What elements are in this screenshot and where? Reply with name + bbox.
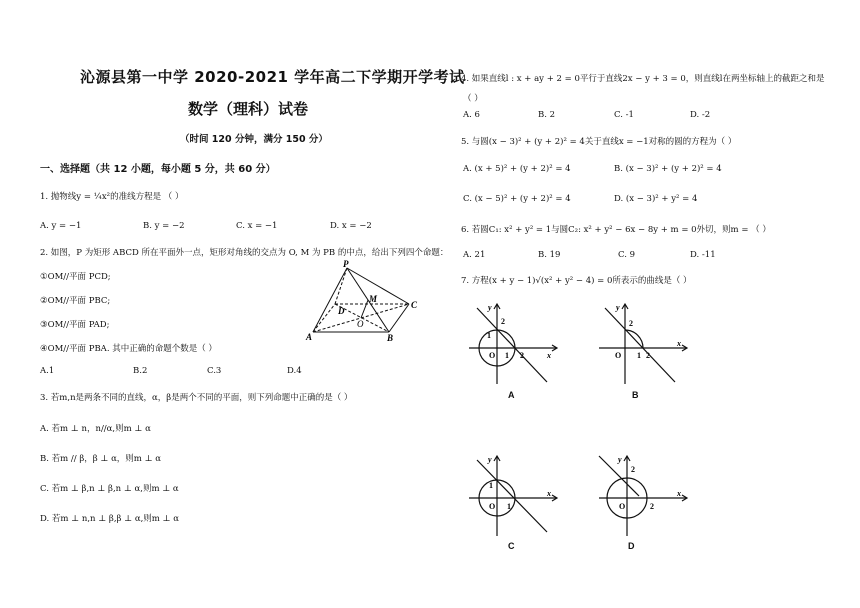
q1-option-c: C. x = −1 [236, 221, 278, 231]
pyramid-figure [305, 258, 425, 342]
q5-option-b: B. (x − 3)² + (y + 2)² = 4 [614, 164, 722, 174]
q1-option-a: A. y = −1 [40, 221, 82, 231]
question-4-stem: 4. 如果直线l : x + ay + 2 = 0平行于直线2x − y + 3 = 0，则直线l在两坐标轴上的截距之和是 [461, 74, 825, 84]
label-o: O [357, 319, 364, 329]
label-p: P [343, 259, 349, 269]
svg-text:x: x [547, 351, 551, 360]
graph-c-label: C [508, 541, 515, 551]
question-4-paren: （ ） [463, 94, 483, 104]
q3-option-a: A. 若m ⊥ n，n//α,则m ⊥ α [40, 424, 151, 434]
q2-option-c: C.3 [207, 366, 222, 376]
svg-text:1: 1 [637, 351, 641, 360]
question-6-stem: 6. 若圆C₁: x² + y² = 1与圆C₂: x² + y² − 6x − 8y + m = 0外切，则m = （ ） [461, 225, 771, 235]
label-d: D [338, 306, 345, 316]
q2-option-d: D.4 [287, 366, 302, 376]
q1-option-d: D. x = −2 [330, 221, 372, 231]
q2-option-b: B.2 [133, 366, 148, 376]
graph-b-label: B [632, 390, 639, 400]
q5-option-a: A. (x + 5)² + (y + 2)² = 4 [463, 164, 571, 174]
question-7-stem: 7. 方程(x + y − 1)√(x² + y² − 4) = 0所表示的曲线是（ ） [461, 276, 692, 286]
svg-text:2: 2 [646, 351, 650, 360]
graph-d-label: D [628, 541, 635, 551]
svg-text:x: x [677, 339, 681, 348]
q6-option-c: C. 9 [618, 250, 636, 260]
svg-text:1: 1 [507, 502, 511, 511]
q3-option-c: C. 若m ⊥ β,n ⊥ β,n ⊥ α,则m ⊥ α [40, 484, 179, 494]
q3-option-b: B. 若m // β，β ⊥ α，则m ⊥ α [40, 454, 162, 464]
exam-meta: （时间 120 分钟，满分 150 分） [180, 134, 328, 145]
graph-d [593, 452, 693, 538]
svg-text:O: O [489, 351, 496, 360]
q5-option-c: C. (x − 5)² + (y + 2)² = 4 [463, 194, 571, 204]
graph-a [463, 300, 563, 386]
svg-text:O: O [619, 502, 626, 511]
svg-text:y: y [618, 455, 622, 464]
page-subtitle: 数学（理科）试卷 [188, 100, 309, 118]
page-title: 沁源县第一中学 2020-2021 学年高二下学期开学考试 [80, 68, 465, 86]
svg-text:y: y [616, 303, 620, 312]
q6-option-b: B. 19 [538, 250, 561, 260]
svg-text:1: 1 [487, 331, 491, 340]
svg-text:x: x [547, 489, 551, 498]
section-heading: 一、选择题（共 12 小题，每小题 5 分，共 60 分） [40, 164, 276, 175]
svg-text:2: 2 [501, 317, 505, 326]
svg-text:1: 1 [505, 351, 509, 360]
q4-option-c: C. -1 [614, 110, 634, 120]
svg-text:x: x [677, 489, 681, 498]
svg-text:1: 1 [489, 481, 493, 490]
label-c: C [411, 300, 418, 310]
graph-c [463, 452, 563, 538]
svg-text:2: 2 [520, 351, 524, 360]
q2-line-3: ③OM//平面 PAD; [40, 320, 110, 330]
question-3-stem: 3. 若m,n是两条不同的直线，α，β是两个不同的平面，则下列命题中正确的是（ ） [40, 393, 353, 403]
q2-line-4: ④OM//平面 PBA. 其中正确的命题个数是（ ） [40, 344, 217, 354]
q6-option-d: D. -11 [690, 250, 716, 260]
label-a: A [306, 332, 313, 342]
q5-option-d: D. (x − 3)² + y² = 4 [614, 194, 698, 204]
q6-option-a: A. 21 [463, 250, 486, 260]
svg-text:O: O [489, 502, 496, 511]
svg-text:2: 2 [631, 465, 635, 474]
svg-text:O: O [615, 351, 622, 360]
question-5-stem: 5. 与圆(x − 3)² + (y + 2)² = 4关于直线x = −1对称的圆的方程为（ ） [461, 137, 737, 147]
svg-text:2: 2 [650, 502, 654, 511]
q2-line-1: ①OM//平面 PCD; [40, 272, 111, 282]
q2-line-2: ②OM//平面 PBC; [40, 296, 111, 306]
svg-text:y: y [488, 455, 492, 464]
q4-option-d: D. -2 [690, 110, 711, 120]
graph-b [593, 300, 693, 386]
q4-option-b: B. 2 [538, 110, 556, 120]
label-m: M [369, 294, 378, 304]
svg-text:2: 2 [629, 319, 633, 328]
q1-option-b: B. y = −2 [143, 221, 185, 231]
q2-option-a: A.1 [40, 366, 55, 376]
q4-option-a: A. 6 [463, 110, 480, 120]
question-1-stem: 1. 抛物线y = ¼x²的准线方程是 （ ） [40, 192, 184, 202]
q3-option-d: D. 若m ⊥ n,n ⊥ β,β ⊥ α,则m ⊥ α [40, 514, 179, 524]
graph-a-label: A [508, 390, 515, 400]
question-2-stem: 2. 如图，P 为矩形 ABCD 所在平面外一点，矩形对角线的交点为 O, M 为 PB 的中点，给出下列四个命题： [40, 248, 449, 258]
label-b: B [387, 333, 394, 342]
svg-text:y: y [488, 303, 492, 312]
